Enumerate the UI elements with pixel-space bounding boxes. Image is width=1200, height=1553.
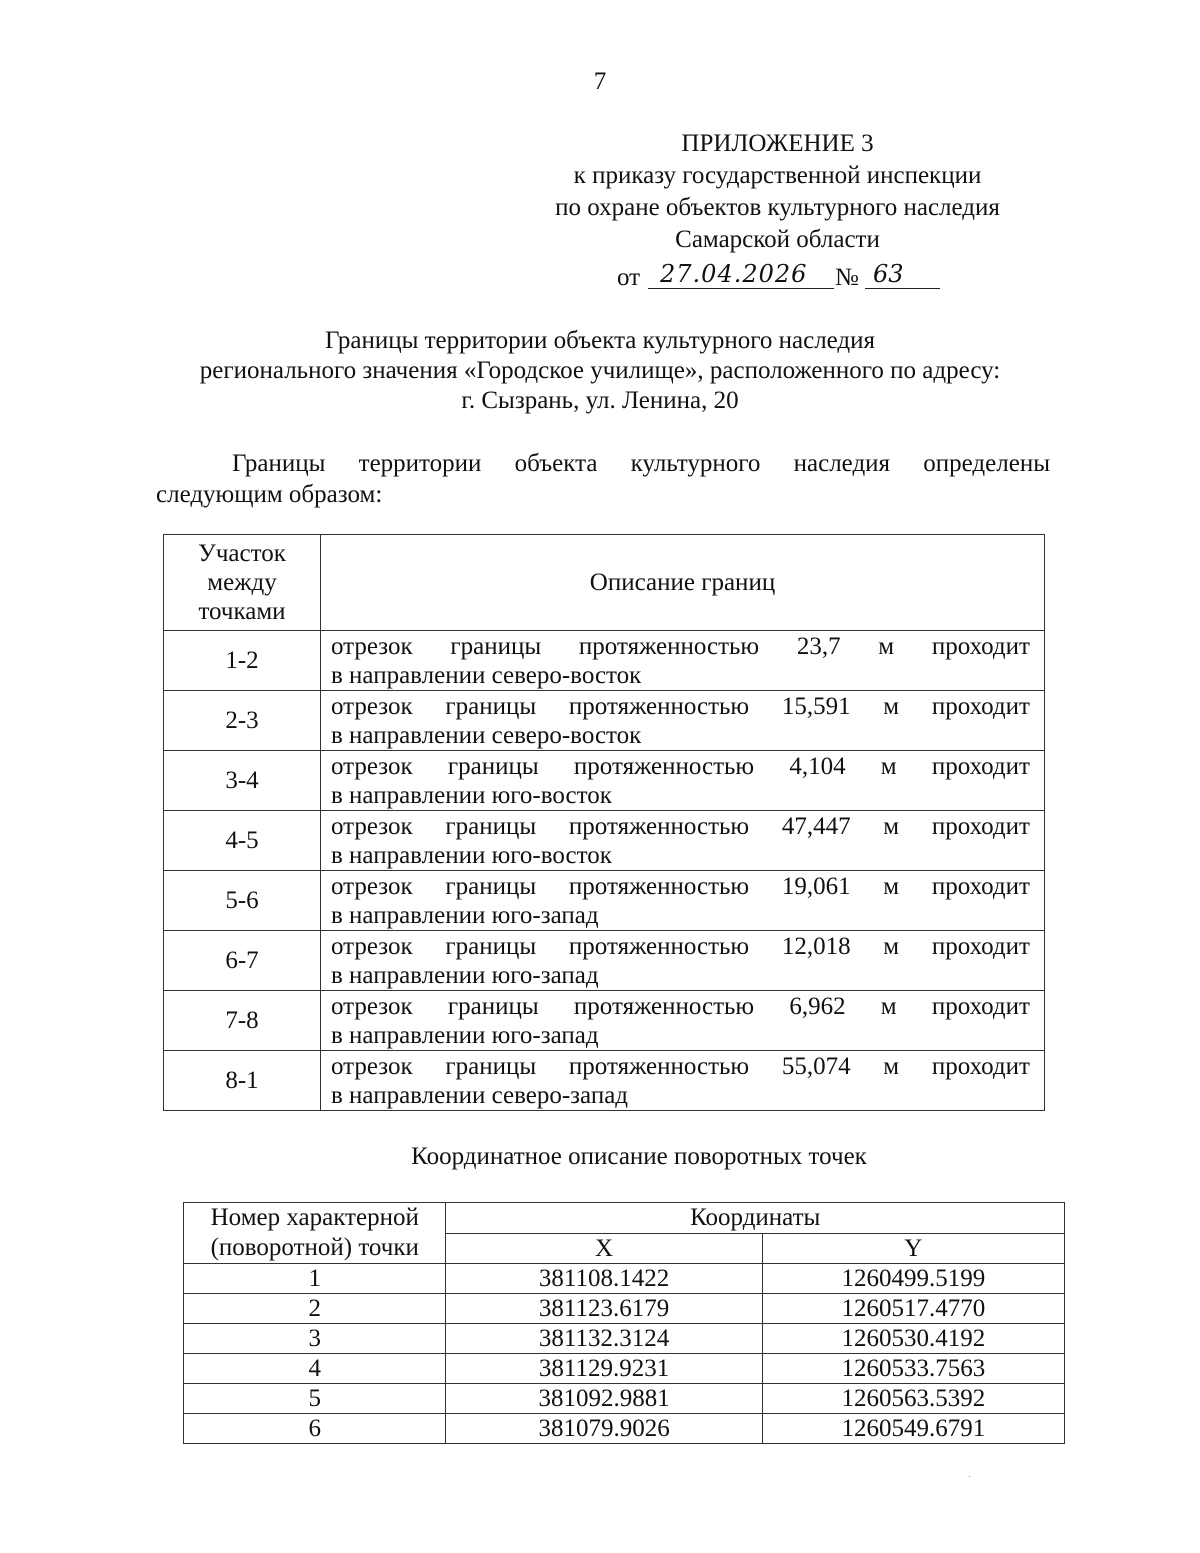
description-cell xyxy=(321,631,1045,691)
direction-text: в направлении юго-запад xyxy=(331,1022,599,1049)
description-cell xyxy=(321,1051,1045,1111)
length-value: 47,447 xyxy=(781,813,851,840)
word: проходит xyxy=(931,933,1030,960)
header-coordinates: Координаты xyxy=(446,1203,1065,1234)
description-cell xyxy=(321,691,1045,751)
table-row xyxy=(184,1264,1065,1294)
word: протяженностью xyxy=(568,933,750,960)
y-coordinate-cell: 1260533.7563 xyxy=(762,1354,1064,1384)
table-row xyxy=(184,1414,1065,1444)
title-line-3: г. Сызрань, ул. Ленина, 20 xyxy=(461,387,739,414)
point-number-cell: 5 xyxy=(184,1384,446,1414)
word: границы xyxy=(450,633,542,660)
unit: м xyxy=(883,873,900,900)
word: границы xyxy=(447,993,539,1020)
segment-cell: 4-5 xyxy=(164,811,321,871)
direction-text: в направлении юго-запад xyxy=(331,962,599,989)
description-cell xyxy=(321,811,1045,871)
scan-specks: · xyxy=(968,1472,972,1483)
page-number: 7 xyxy=(593,68,607,95)
word: протяженностью xyxy=(568,813,750,840)
table-row xyxy=(164,631,1045,691)
unit: м xyxy=(883,693,900,720)
segment-cell: 2-3 xyxy=(164,691,321,751)
segment-cell: 8-1 xyxy=(164,1051,321,1111)
title-line-2: регионального значения «Городское училище», расположенного по адресу: xyxy=(199,357,1001,384)
appendix-line-2: по охране объектов культурного наследия xyxy=(555,194,1000,221)
unit: м xyxy=(883,813,900,840)
appendix-header xyxy=(520,128,1035,298)
description-line-1 xyxy=(331,812,1030,841)
direction-text: в направлении северо-восток xyxy=(331,662,642,689)
table-row xyxy=(184,1324,1065,1354)
description-cell xyxy=(321,871,1045,931)
table-row xyxy=(164,751,1045,811)
x-coordinate-cell: 381129.9231 xyxy=(446,1354,762,1384)
intro-line-1: Границы территории объекта культурного наследия определены xyxy=(232,450,1050,477)
unit: м xyxy=(880,753,897,780)
order-date-line xyxy=(520,258,1035,298)
word: границы xyxy=(445,813,537,840)
intro-line-2: следующим образом: xyxy=(156,481,383,508)
date-prefix: от xyxy=(617,264,641,291)
word: границы xyxy=(445,933,537,960)
table-row xyxy=(164,811,1045,871)
unit: м xyxy=(883,933,900,960)
coordinates-header-row xyxy=(184,1203,1065,1234)
direction-text: в направлении северо-запад xyxy=(331,1082,629,1109)
word: протяженностью xyxy=(578,633,760,660)
x-coordinate-cell: 381132.3124 xyxy=(446,1324,762,1354)
coordinates-section-title: Координатное описание поворотных точек xyxy=(411,1143,867,1170)
table-row xyxy=(164,991,1045,1051)
table-row xyxy=(164,871,1045,931)
header-segment: Участок между точками xyxy=(164,535,321,631)
point-number-cell: 6 xyxy=(184,1414,446,1444)
word: отрезок xyxy=(331,1053,413,1080)
y-coordinate-cell: 1260517.4770 xyxy=(762,1294,1064,1324)
description-line-1 xyxy=(331,932,1030,961)
table-row xyxy=(164,691,1045,751)
y-coordinate-cell: 1260530.4192 xyxy=(762,1324,1064,1354)
title-line-1: Границы территории объекта культурного наследия xyxy=(324,327,876,354)
x-coordinate-cell: 381123.6179 xyxy=(446,1294,762,1324)
coordinates-table xyxy=(183,1202,1065,1444)
description-line-1 xyxy=(331,752,1030,781)
table-row xyxy=(164,931,1045,991)
header-description: Описание границ xyxy=(321,535,1045,631)
unit: м xyxy=(883,1053,900,1080)
point-number-cell: 1 xyxy=(184,1264,446,1294)
appendix-line-1: к приказу государственной инспекции xyxy=(573,162,982,189)
header-y: Y xyxy=(762,1233,1064,1264)
description-cell xyxy=(321,751,1045,811)
word: отрезок xyxy=(331,933,413,960)
appendix-title: ПРИЛОЖЕНИЕ 3 xyxy=(681,130,874,157)
unit: м xyxy=(878,633,895,660)
x-coordinate-cell: 381092.9881 xyxy=(446,1384,762,1414)
description-cell xyxy=(321,991,1045,1051)
header-point-number: Номер характерной (поворотной) точки xyxy=(184,1203,446,1264)
word: проходит xyxy=(931,873,1030,900)
unit: м xyxy=(880,993,897,1020)
word: границы xyxy=(447,753,539,780)
description-line-1 xyxy=(331,992,1030,1021)
description-line-1 xyxy=(331,692,1030,721)
segment-cell: 6-7 xyxy=(164,931,321,991)
x-coordinate-cell: 381079.9026 xyxy=(446,1414,762,1444)
word: протяженностью xyxy=(573,753,755,780)
point-number-cell: 3 xyxy=(184,1324,446,1354)
word: отрезок xyxy=(331,693,413,720)
length-value: 12,018 xyxy=(781,933,851,960)
table-row xyxy=(184,1294,1065,1324)
word: отрезок xyxy=(331,813,413,840)
segment-cell: 3-4 xyxy=(164,751,321,811)
length-value: 4,104 xyxy=(789,753,846,780)
document-title xyxy=(0,326,1200,416)
direction-text: в направлении северо-восток xyxy=(331,722,642,749)
word: отрезок xyxy=(331,753,413,780)
word: протяженностью xyxy=(568,1053,750,1080)
boundaries-header-row xyxy=(164,535,1045,631)
x-coordinate-cell: 381108.1422 xyxy=(446,1264,762,1294)
table-row xyxy=(184,1384,1065,1414)
word: отрезок xyxy=(331,873,413,900)
boundaries-table xyxy=(163,534,1045,1111)
y-coordinate-cell: 1260549.6791 xyxy=(762,1414,1064,1444)
word: проходит xyxy=(931,633,1030,660)
word: проходит xyxy=(931,693,1030,720)
header-x: X xyxy=(446,1233,762,1264)
length-value: 23,7 xyxy=(796,633,841,660)
point-number-cell: 2 xyxy=(184,1294,446,1324)
direction-text: в направлении юго-восток xyxy=(331,782,612,809)
segment-cell: 7-8 xyxy=(164,991,321,1051)
point-number-cell: 4 xyxy=(184,1354,446,1384)
handwritten-date: 27.04.2026 xyxy=(648,258,834,289)
description-line-1 xyxy=(331,872,1030,901)
word: протяженностью xyxy=(573,993,755,1020)
word: проходит xyxy=(931,813,1030,840)
table-row xyxy=(184,1354,1065,1384)
length-value: 15,591 xyxy=(781,693,851,720)
number-label: № xyxy=(835,264,859,291)
description-cell xyxy=(321,931,1045,991)
direction-text: в направлении юго-запад xyxy=(331,902,599,929)
description-line-1 xyxy=(331,1052,1030,1081)
handwritten-number: 63 xyxy=(865,258,940,289)
word: протяженностью xyxy=(568,873,750,900)
word: границы xyxy=(445,693,537,720)
appendix-line-3: Самарской области xyxy=(675,226,880,253)
word: отрезок xyxy=(331,993,413,1020)
word: протяженностью xyxy=(568,693,750,720)
length-value: 6,962 xyxy=(789,993,846,1020)
word: проходит xyxy=(931,993,1030,1020)
word: проходит xyxy=(931,753,1030,780)
word: границы xyxy=(445,873,537,900)
length-value: 55,074 xyxy=(781,1053,851,1080)
length-value: 19,061 xyxy=(781,873,851,900)
segment-cell: 5-6 xyxy=(164,871,321,931)
y-coordinate-cell: 1260499.5199 xyxy=(762,1264,1064,1294)
word: границы xyxy=(445,1053,537,1080)
direction-text: в направлении юго-восток xyxy=(331,842,612,869)
word: проходит xyxy=(931,1053,1030,1080)
segment-cell: 1-2 xyxy=(164,631,321,691)
table-row xyxy=(164,1051,1045,1111)
y-coordinate-cell: 1260563.5392 xyxy=(762,1384,1064,1414)
description-line-1 xyxy=(331,632,1030,661)
word: отрезок xyxy=(331,633,413,660)
intro-paragraph xyxy=(156,448,1050,510)
